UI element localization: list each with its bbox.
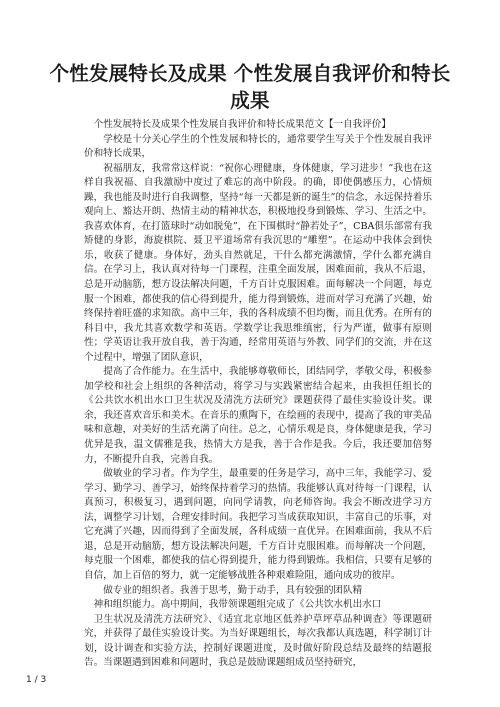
paragraph: 祝福朋友，我常常这样说：“祝你心理健康，身体健康，学习进步！”我也在这样自我祝福、自我激励中度过了难忘的高中阶段。的确，即使偶感压力，心情烦躁，我也能及时进行自我调整，坚持“每一天都是新的诞生”的信念，永远保持着乐观向上、豁达开朗、热情主动的精神状态，积极地投身到锻炼、学习、生活之中。我喜欢体育，在打篮球时“动如脱兔”，在下围棋时“静若处子”，CBA俱乐部常有我矫健的身影，海旋棋院、聂卫平道场常有我沉思的“雕塑”。在运动中我体会到快乐，收获了健康。身体好，劲头自然就足，干什么都充满激情，学什么都充满自信。在学习上，我认真对待每一门课程，注重全面发展，困难面前，我从不后退，总是开动脑筋，想方设法解决问题，千方百计克服困难。面每解决一个问题，每克服一个困难，都使我的信心得到提升，能力得到锻炼，进而对学习充满了兴趣，始终保持着旺盛的求知欲。高中三年，我的各科成绩不但均衡，而且优秀。在所有的科目中，我尤其喜欢数学和英语。学数学让我思维缜密，行为严谨，做事有原则性；学英语让我开放自我，善于沟通，经常用英语与外教、同学们的交流，并在这个过程中，增强了团队意识，	[84, 162, 432, 363]
paragraph: 个性发展特长及成果个性发展自我评价和特长成果范文【一自我评价】	[93, 119, 391, 130]
paragraph: 神和组织能力。高中期间，我带领课题组完成了《公共饮水机出水口	[93, 599, 382, 611]
paragraph: 学校是十分关心学生的个性发展和特长的，通常要学生写关于个性发展自我评价和特长成果，	[84, 133, 432, 160]
paragraph: 提高了合作能力。在生活中，我能够尊敬师长，团结同学，孝敬父母，积极参加学校和社会上组织的各种活动，将学习与实践紧密结合起来，由我担任组长的《公共饮水机出水口卫生状况及清洗方法研究》课题获得了最佳实验设计奖。课余，我还喜欢音乐和美术。在音乐的熏陶下，在绘画的表现中，提高了我的审美品味和意趣，对美好的生活充满了向往。总之，心情乐观是良，身体健康是我，学习优异是我，温文儒雅是我，热情大方是我，善于合作是我。今后，我还要加倍努力，不断提升自我，完善自我。	[84, 366, 432, 465]
document-title: 个性发展特长及成果 个性发展自我评价和特长成果	[49, 62, 451, 112]
paragraph: 做敏业的学习者。作为学生，最重要的任务是学习，高中三年，我能学习、爱学习、勤学习、善学习，始终保持着学习的热情。我能够认真对待每一门课程，认真预习，积极复习，遇到问题，向同学请教，向老师咨询。我会不断改进学习方法，调整学习计划，合理安排时间。我把学习当成获取知识，丰富自己的乐事，对它充满了兴趣，因而得到了全面发展，各科成绩一直优异。在困难面前，我从不后退，总是开动脑筋，想方设法解决问题，千方百计克服困难。而每解决一个问题，每克服一个困难，都使我的信心得到提升，能力得到锻炼。我相信，只要有足够的自信，加上百倍的努力，就一定能够战胜各种艰难险阻，通向成功的彼岸。	[84, 468, 432, 581]
paragraph: 做专业的组织者。我善于思考，勤于动手，具有较强的团队精	[103, 584, 363, 596]
paragraph: 卫生状况及清洗方法研究》、《适宜北京地区低养护草坪草品种调查》等课题研究，并获得了最佳实验设计奖。为当好课题组长，每次我都认真选题，科学制订计划，设计调查和实验方法，控制好课题进度，及时做好阶段总结及最终的结题报告。当课题遇到困难和问题时，我总是鼓励课题组成员坚持研究，	[84, 613, 432, 669]
page-indicator: 1 / 3	[26, 675, 47, 685]
document-body	[84, 118, 432, 669]
